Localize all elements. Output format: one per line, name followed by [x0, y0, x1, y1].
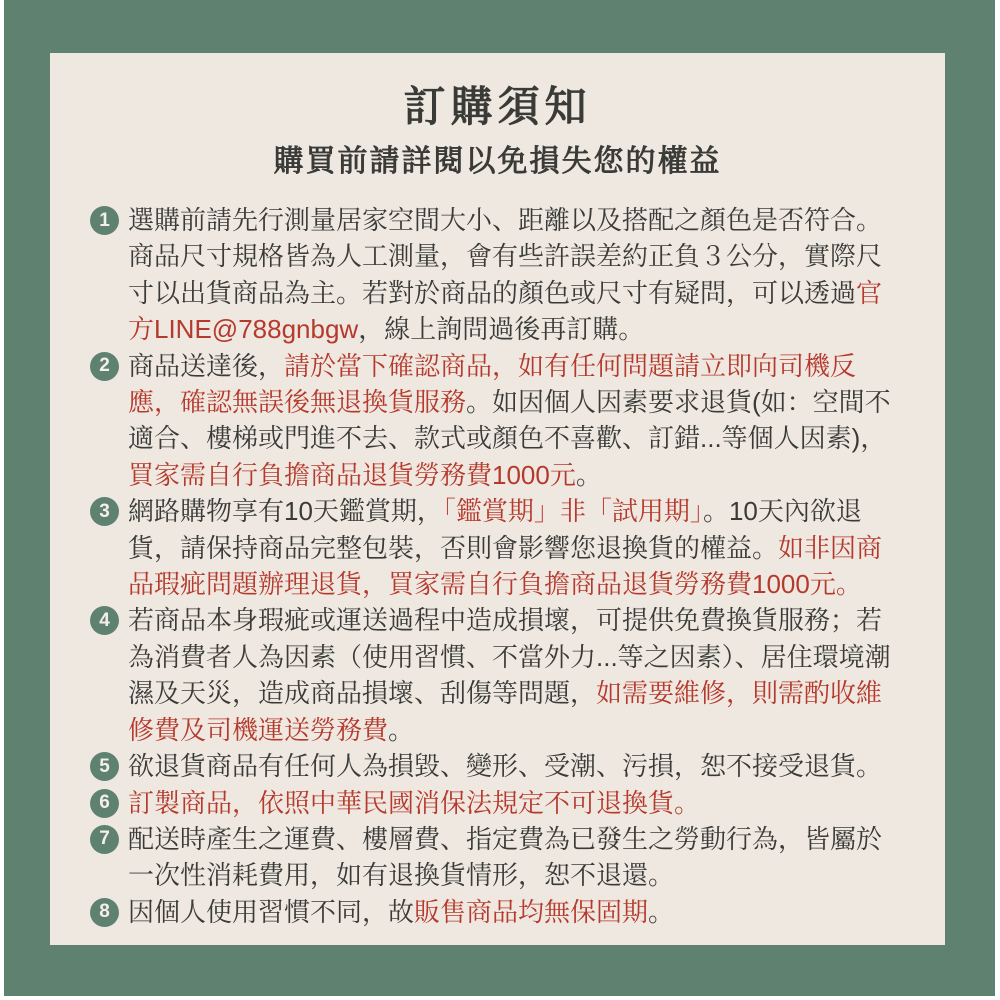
notice-text: 選購前請先行測量居家空間大小、距離以及搭配之顏色是否符合。商品尺寸規格皆為人工測量，會有些許誤差約正負３公分，實際尺寸以出貨商品為主。若對於商品的顏色或尺寸有疑問，可以透過 [128, 205, 883, 308]
notice-item [90, 748, 905, 784]
notice-text-highlight: 販售商品均無保固期 [414, 896, 649, 927]
notice-item [90, 493, 905, 602]
notice-item [90, 894, 905, 930]
notice-item-text [128, 202, 905, 348]
notice-text-highlight: 訂製商品，依照中華民國消保法規定不可退換貨。 [128, 787, 701, 818]
notice-text: 商品送達後， [128, 350, 285, 381]
notice-item [90, 348, 905, 494]
item-number-badge: 8 [90, 898, 119, 927]
notice-text: 。如因個人因素要求退貨(如：空間不適合、樓梯或門進不去、款式或顏色不喜歡、訂錯...等個人因素)， [128, 387, 891, 454]
notice-item [90, 602, 905, 748]
notice-item-text [128, 348, 905, 494]
notice-text-highlight: 官方LINE@788gnbgw [128, 277, 883, 345]
item-number-badge: 7 [90, 825, 119, 854]
notice-text: 欲退貨商品有任何人為損毀、變形、受潮、污損，恕不接受退貨。 [128, 751, 883, 782]
notice-card [50, 53, 945, 945]
item-number-badge: 6 [90, 789, 119, 818]
item-number-badge: 4 [90, 606, 119, 635]
notice-text: 因個人使用習慣不同，故 [128, 896, 415, 927]
notice-item-text [128, 493, 905, 602]
page-subtitle: 購買前請詳閱以免損失您的權益 [273, 145, 722, 178]
notice-text: 。 [575, 459, 602, 490]
item-number-badge: 3 [90, 497, 119, 526]
notice-item-text [128, 748, 905, 784]
notice-text: 若商品本身瑕疵或運送過程中造成損壞，可提供免費換貨服務；若為消費者人為因素（使用習慣、不當外力...等之因素）、居住環境潮濕及天災，造成商品損壞、刮傷等問題， [128, 605, 891, 709]
item-number-badge: 1 [90, 206, 119, 235]
green-frame [4, 0, 995, 996]
item-number-badge: 5 [90, 752, 119, 781]
notice-text-highlight: 買家需自行負擔商品退貨勞務費1000元 [128, 459, 576, 490]
item-number-badge: 2 [90, 352, 119, 381]
page-title: 訂購須知 [403, 83, 592, 130]
notice-item [90, 785, 905, 821]
notice-item-text [128, 894, 905, 930]
notice-text: 網路購物享有10天鑑賞期， [128, 496, 443, 527]
notice-text: 。 [388, 714, 415, 745]
notice-text-highlight: 請於當下確認商品，如有任何問題請立即向司機反應，確認無誤後無退換貨服務 [128, 350, 857, 418]
notice-list [90, 202, 905, 930]
notice-text: 配送時產生之運費、樓層費、指定費為已發生之勞動行為，皆屬於一次性消耗費用，如有退換貨情形，恕不退還。 [128, 823, 883, 891]
notice-item-text [128, 602, 905, 748]
notice-text: 。 [648, 896, 675, 927]
notice-item [90, 821, 905, 894]
notice-text: 。10天內欲退貨，請保持商品完整包裝，否則會影響您退換貨的權益。 [128, 496, 862, 563]
notice-text: ，線上詢問過後再訂購。 [358, 314, 645, 345]
notice-text-highlight: 如非因商品瑕疵問題辦理退貨，買家需自行負擔商品退貨勞務費1000元。 [128, 532, 883, 600]
notice-text-highlight: 如需要維修，則需酌收維修費及司機運送勞務費 [128, 678, 883, 745]
notice-item-text [128, 821, 905, 894]
notice-item-text [128, 785, 905, 821]
notice-text-highlight: 「鑑賞期」非「試用期」 [442, 496, 703, 527]
notice-item [90, 202, 905, 348]
